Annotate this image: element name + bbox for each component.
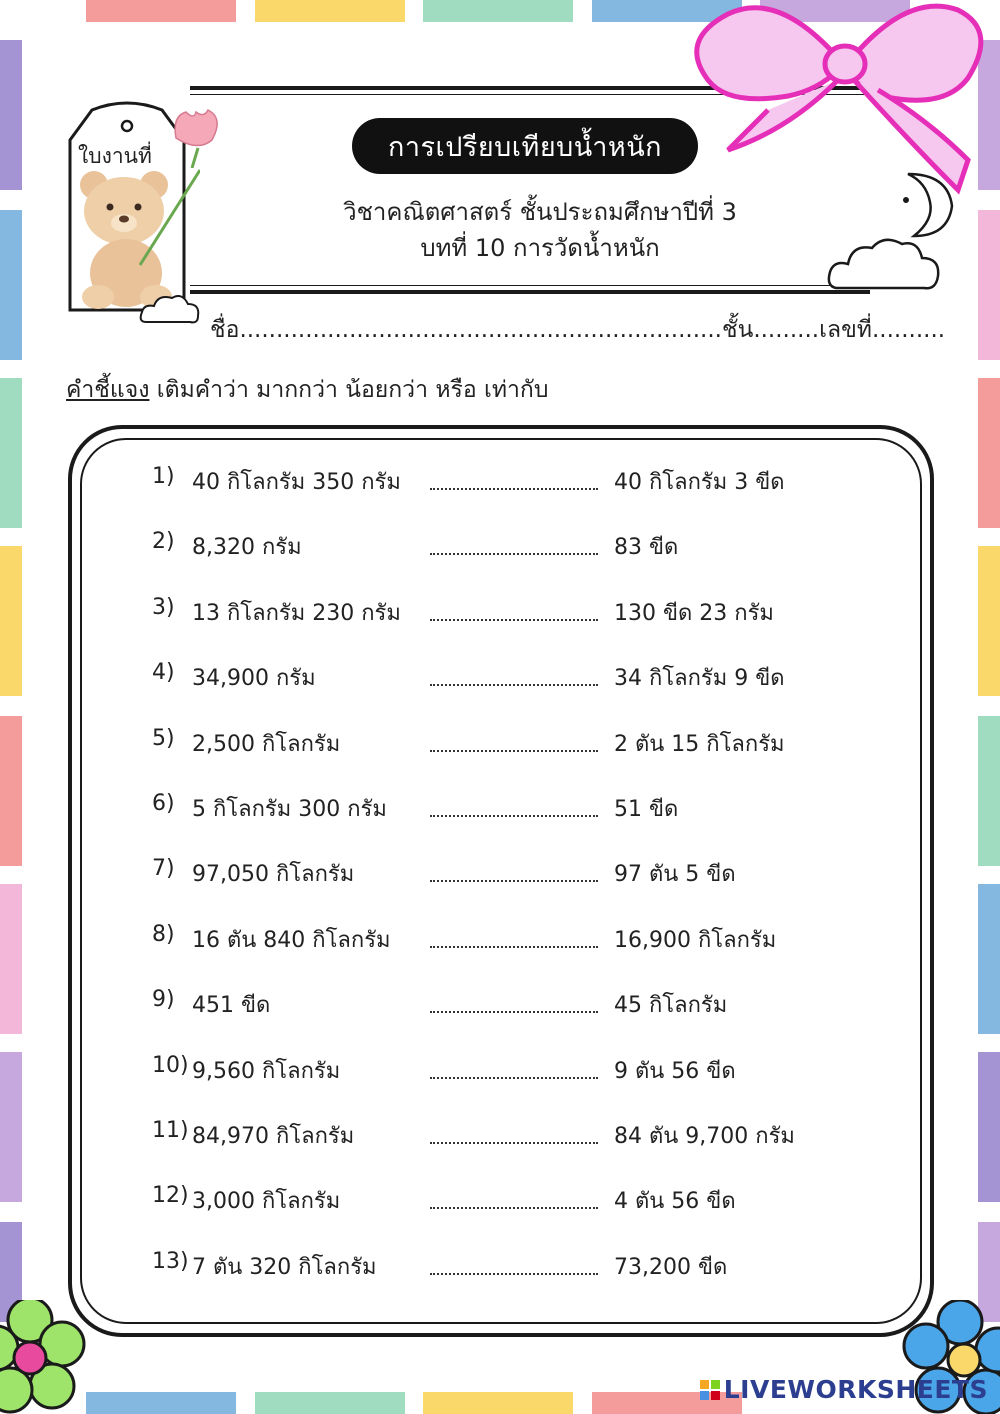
instructions-label: คำชี้แจง [66, 377, 150, 403]
answer-blank[interactable] [430, 553, 598, 555]
question-right-value: 97 ตัน 5 ขีด [614, 862, 736, 887]
question-right-value: 2 ตัน 15 กิโลกรัม [614, 732, 785, 757]
question-left-value: 34,900 กรัม [192, 666, 316, 691]
question-number: 2) [152, 529, 175, 554]
question-right-value: 51 ขีด [614, 797, 679, 822]
watermark-text: LIVEWORKSHEETS [723, 1375, 988, 1404]
number-field[interactable]: .......... [871, 317, 946, 343]
question-right-value: 84 ตัน 9,700 กรัม [614, 1124, 795, 1149]
question-left-value: 5 กิโลกรัม 300 กรัม [192, 797, 387, 822]
question-right-value: 34 กิโลกรัม 9 ขีด [614, 666, 785, 691]
class-label: ชั้น [721, 317, 754, 343]
question-left-value: 451 ขีด [192, 993, 271, 1018]
question-right-value: 40 กิโลกรัม 3 ขีด [614, 470, 785, 495]
question-number: 12) [152, 1183, 189, 1208]
question-right-value: 83 ขีด [614, 535, 679, 560]
answer-blank[interactable] [430, 684, 598, 686]
watermark [700, 1375, 988, 1404]
class-field[interactable]: ......... [753, 317, 820, 343]
answer-blank[interactable] [430, 1077, 598, 1079]
instructions [66, 372, 548, 408]
question-number: 7) [152, 856, 175, 881]
question-number: 6) [152, 791, 175, 816]
subject-line: วิชาคณิตศาสตร์ ชั้นประถมศึกษาปีที่ 3 [343, 198, 737, 226]
answer-blank[interactable] [430, 815, 598, 817]
question-left-value: 16 ตัน 840 กิโลกรัม [192, 928, 391, 953]
chapter-line: บทที่ 10 การวัดน้ำหนัก [420, 234, 660, 262]
tulip-icon [168, 108, 224, 168]
question-left-value: 7 ตัน 320 กิโลกรัม [192, 1255, 377, 1280]
question-right-value: 130 ขีด 23 กรัม [614, 601, 774, 626]
answer-blank[interactable] [430, 619, 598, 621]
question-left-value: 84,970 กิโลกรัม [192, 1124, 355, 1149]
question-number: 3) [152, 595, 175, 620]
answer-blank[interactable] [430, 880, 598, 882]
tag-text: ใบงานที่ [78, 144, 152, 168]
question-right-value: 4 ตัน 56 ขีด [614, 1189, 736, 1214]
question-number: 11) [152, 1118, 189, 1143]
answer-blank[interactable] [430, 750, 598, 752]
answer-blank[interactable] [430, 1273, 598, 1275]
question-number: 10) [152, 1053, 189, 1078]
question-right-value: 45 กิโลกรัม [614, 993, 728, 1018]
page-title: การเปรียบเทียบน้ำหนัก [352, 118, 698, 174]
question-left-value: 97,050 กิโลกรัม [192, 862, 355, 887]
answer-blank[interactable] [430, 1142, 598, 1144]
answer-blank[interactable] [430, 488, 598, 490]
question-number: 1) [152, 464, 175, 489]
question-number: 13) [152, 1249, 189, 1274]
question-number: 5) [152, 726, 175, 751]
question-right-value: 73,200 ขีด [614, 1255, 728, 1280]
question-right-value: 9 ตัน 56 ขีด [614, 1059, 736, 1084]
cloud-right-icon [826, 232, 944, 296]
answer-blank[interactable] [430, 1207, 598, 1209]
name-field[interactable]: .................................................................. [239, 317, 722, 343]
question-left-value: 3,000 กิโลกรัม [192, 1189, 341, 1214]
question-number: 8) [152, 922, 175, 947]
question-number: 9) [152, 987, 175, 1012]
instructions-text: เติมคำว่า มากกว่า น้อยกว่า หรือ เท่ากับ [156, 377, 549, 403]
liveworksheets-logo-icon [700, 1380, 720, 1400]
question-left-value: 9,560 กิโลกรัม [192, 1059, 341, 1084]
name-label: ชื่อ [210, 317, 240, 343]
number-label: เลขที่ [819, 317, 872, 343]
question-left-value: 40 กิโลกรัม 350 กรัม [192, 470, 401, 495]
flower-left-icon [0, 1300, 90, 1414]
answer-blank[interactable] [430, 946, 598, 948]
answer-blank[interactable] [430, 1011, 598, 1013]
question-left-value: 8,320 กรัม [192, 535, 302, 560]
question-left-value: 13 กิโลกรัม 230 กรัม [192, 601, 401, 626]
question-left-value: 2,500 กิโลกรัม [192, 732, 341, 757]
cloud-icon [138, 292, 202, 328]
student-info-line [210, 312, 945, 348]
moon-icon [878, 170, 958, 240]
question-number: 4) [152, 660, 175, 685]
question-right-value: 16,900 กิโลกรัม [614, 928, 777, 953]
